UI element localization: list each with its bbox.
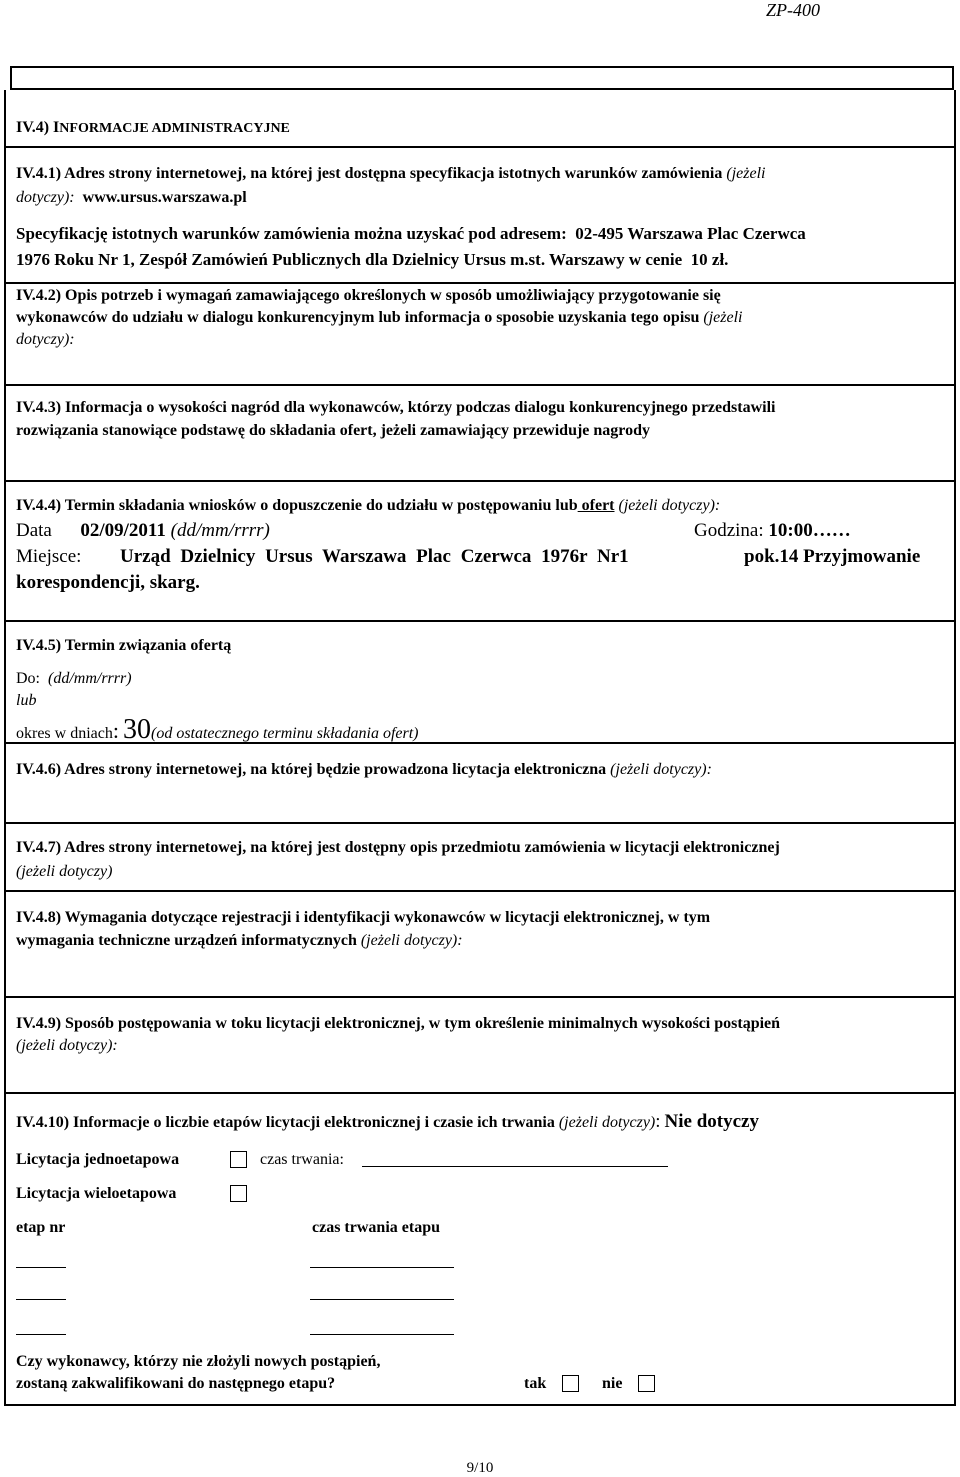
iv41-spec-line2: 1976 Roku Nr 1, Zespół Zamówień Publicznych dla Dzielnicy Ursus m.st. Warszawy w cenie 10 zł. [16,250,729,269]
single-stage-checkbox[interactable] [230,1151,247,1168]
duration-field[interactable] [362,1166,668,1167]
section-iv4-header [4,90,956,148]
section-iv410 [4,1094,956,1406]
iv44-label: IV.4.4) Termin składania wniosków o dopuszczenie do udziału w postępowaniu lub ofert (jeżeli dotyczy): [16,497,721,514]
stage-duration-field-3[interactable] [310,1334,454,1335]
iv41-spec-line1: Specyfikację istotnych warunków zamówienia można uzyskać pod adresem: 02-495 Warszawa Plac Czerwca [16,224,806,243]
page-number: 9/10 [466,1460,494,1476]
iv43-line2: rozwiązania stanowiące podstawę do składania ofert, jeżeli zamawiający przewiduje nagrody [16,422,651,439]
iv44-place-1: Urząd Dzielnicy Ursus Warszawa Plac Czerwca 1976r Nr1 [120,546,629,567]
iv45-lub: lub [16,692,37,709]
stage-duration-field-2[interactable] [310,1299,454,1300]
section-iv47 [4,824,956,892]
section-iv45 [4,622,956,744]
multi-stage-checkbox[interactable] [230,1185,247,1202]
section-iv46 [4,744,956,824]
section-iv49 [4,998,956,1094]
stage-number-field-2[interactable] [16,1299,66,1300]
yes-label: tak [524,1375,547,1392]
iv44-place-3: korespondencji, skarg. [16,572,200,593]
no-label: nie [602,1375,623,1392]
iv45-label: IV.4.5) Termin związania ofertą [16,637,232,654]
stage-number-field-3[interactable] [16,1334,66,1335]
stage-number-field-1[interactable] [16,1267,66,1268]
stage-duration-header: czas trwania etapu [312,1219,440,1236]
stage-duration-field-1[interactable] [310,1267,454,1268]
iv45-do: Do: (dd/mm/rrrr) [16,670,132,687]
duration-label: czas trwania: [260,1151,344,1168]
iv46-label: IV.4.6) Adres strony internetowej, na której będzie prowadzona licytacja elektroniczna (jeżeli dotyczy): [16,761,712,778]
iv44-date-line: Data 02/09/2011 (dd/mm/rrrr) [16,520,270,541]
no-checkbox[interactable] [638,1375,655,1392]
section-iv42 [4,284,956,386]
iv410-label: IV.4.10) Informacje o liczbie etapów licytacji elektronicznej i czasie ich trwania (jeżeli dotyczy): Nie dotyczy [16,1111,759,1132]
iv41-label: IV.4.1) Adres strony internetowej, na której jest dostępna specyfikacja istotnych warunków zamówienia (jeżeli [16,165,766,182]
iv41-url-line: dotyczy): www.ursus.warszawa.pl [16,189,247,206]
stage-number-header: etap nr [16,1219,66,1236]
yes-checkbox[interactable] [562,1375,579,1392]
iv48-line1: IV.4.8) Wymagania dotyczące rejestracji i identyfikacji wykonawców w licytacji elektronicznej, w tym [16,909,711,926]
section-iv48 [4,892,956,998]
iv44-place-label: Miejsce: [16,546,82,567]
document-code: ZP-400 [766,0,820,20]
question-line1: Czy wykonawcy, którzy nie złożyli nowych postąpień, [16,1353,381,1370]
iv47-note: (jeżeli dotyczy) [16,863,113,880]
iv44-place-2: pok.14 Przyjmowanie [744,546,921,567]
section-title: IV.4) INFORMACJE ADMINISTRACYJNE [16,119,290,136]
iv42-note: dotyczy): [16,331,75,348]
iv49-note: (jeżeli dotyczy): [16,1037,118,1054]
iv49-label: IV.4.9) Sposób postępowania w toku licytacji elektronicznej, w tym określenie minimalnych wysokości postąpień [16,1015,781,1032]
spec-url[interactable]: www.ursus.warszawa.pl [82,189,247,206]
iv44-time: Godzina: 10:00…… [694,520,851,541]
single-stage-label: Licytacja jednoetapowa [16,1151,180,1168]
question-line2: zostaną zakwalifikowani do następnego etapu? [16,1375,336,1392]
iv45-okres: okres w dniach: 30(od ostatecznego terminu składania ofert) [16,714,419,745]
section-iv43 [4,386,956,482]
iv42-line1: IV.4.2) Opis potrzeb i wymagań zamawiającego określonych w sposób umożliwiający przygotowanie się [16,287,721,304]
iv43-line1: IV.4.3) Informacja o wysokości nagród dla wykonawców, którzy podczas dialogu konkurencyjnego przedstawili [16,399,776,416]
section-iv44 [4,482,956,622]
multi-stage-label: Licytacja wieloetapowa [16,1185,177,1202]
section-iv41 [4,148,956,284]
top-empty-box [10,66,954,90]
iv47-label: IV.4.7) Adres strony internetowej, na której jest dostępny opis przedmiotu zamówienia w licytacji elektronicznej [16,839,780,856]
iv42-line2: wykonawców do udziału w dialogu konkurencyjnym lub informacja o sposobie uzyskania tego opisu (jeżeli [16,309,743,326]
iv48-line2: wymagania techniczne urządzeń informatycznych (jeżeli dotyczy): [16,932,463,949]
